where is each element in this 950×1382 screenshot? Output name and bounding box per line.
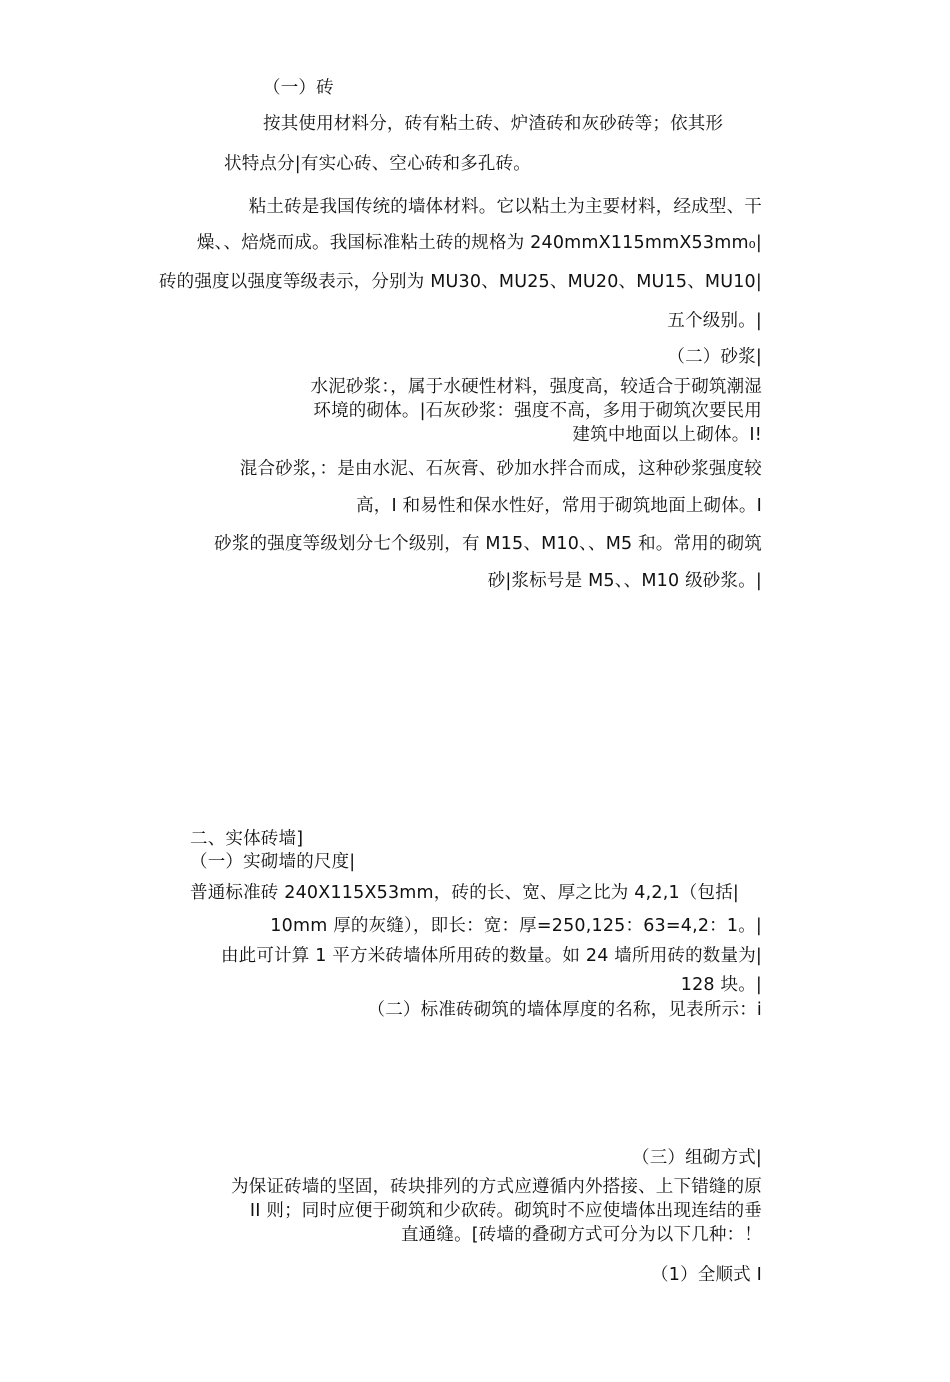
section-heading-wall-thickness: （二）标准砖砌筑的墙体厚度的名称，见表所示：i [367,1000,762,1020]
paragraph-line: 由此可计算 1 平方米砖墙体所用砖的数量。如 24 墙所用砖的数量为| [220,946,762,966]
paragraph-line: 砖的强度以强度等级表示，分别为 MU30、MU25、MU20、MU15、MU10| [158,272,762,292]
section-heading-brick: （一）砖 [263,78,334,98]
paragraph-line: 砂|浆标号是 M5、、M10 级砂浆。| [487,571,762,591]
paragraph-line: 水泥砂浆：，属于水硬性材料，强度高，较适合于砌筑潮湿 [310,377,762,397]
paragraph-line: II 则；同时应便于砌筑和少砍砖。砌筑时不应使墙体出现连结的垂 [249,1201,762,1221]
paragraph-line: 五个级别。| [667,311,762,331]
paragraph-line: 环境的砌体。|石灰砂浆：强度不高，多用于砌筑次要民用 [313,401,762,421]
paragraph-line: 混合砂浆，：是由水泥、石灰膏、砂加水拌合而成，这种砂浆强度较 [239,459,762,479]
list-item-stretcher-bond: （1）全顺式 I [651,1265,762,1285]
paragraph-line: 建筑中地面以上砌体。I! [572,425,762,445]
paragraph-line: 10mm 厚的灰缝），即长：宽：厚=250,125：63=4,2：1。| [270,916,762,936]
paragraph-line: 直通缝。[砖墙的叠砌方式可分为以下几种：！ [400,1225,762,1245]
paragraph-line: 128 块。| [680,975,762,995]
paragraph-line: 状特点分|有实心砖、空心砖和多孔砖。 [224,154,531,174]
chapter-heading-solid-brick-wall: 二、实体砖墙] [190,829,304,849]
section-heading-wall-dimensions: （一）实砌墙的尺度| [190,852,356,872]
paragraph-line: 砂浆的强度等级划分七个级别，有 M15、M10、、M5 和。常用的砌筑 [214,534,762,554]
paragraph-line: 为保证砖墙的坚固，砖块排列的方式应遵循内外搭接、上下错缝的原 [231,1177,762,1197]
section-heading-bond-pattern: （三）组砌方式| [632,1148,762,1168]
section-heading-mortar: （二）砂浆| [667,347,762,367]
paragraph-line: 燥、、焙烧而成。我国标准粘土砖的规格为 240mmX115mmX53mm₀| [196,233,762,253]
paragraph-line: 按其使用材料分，砖有粘土砖、炉渣砖和灰砂砖等；依其形 [263,114,724,134]
paragraph-line: 粘土砖是我国传统的墙体材料。它以粘土为主要材料，经成型、干 [248,197,762,217]
paragraph-line: 高，I 和易性和保水性好，常用于砌筑地面上砌体。I [356,496,762,516]
paragraph-line: 普通标准砖 240X115X53mm，砖的长、宽、厚之比为 4,2,1（包括| [190,883,739,903]
